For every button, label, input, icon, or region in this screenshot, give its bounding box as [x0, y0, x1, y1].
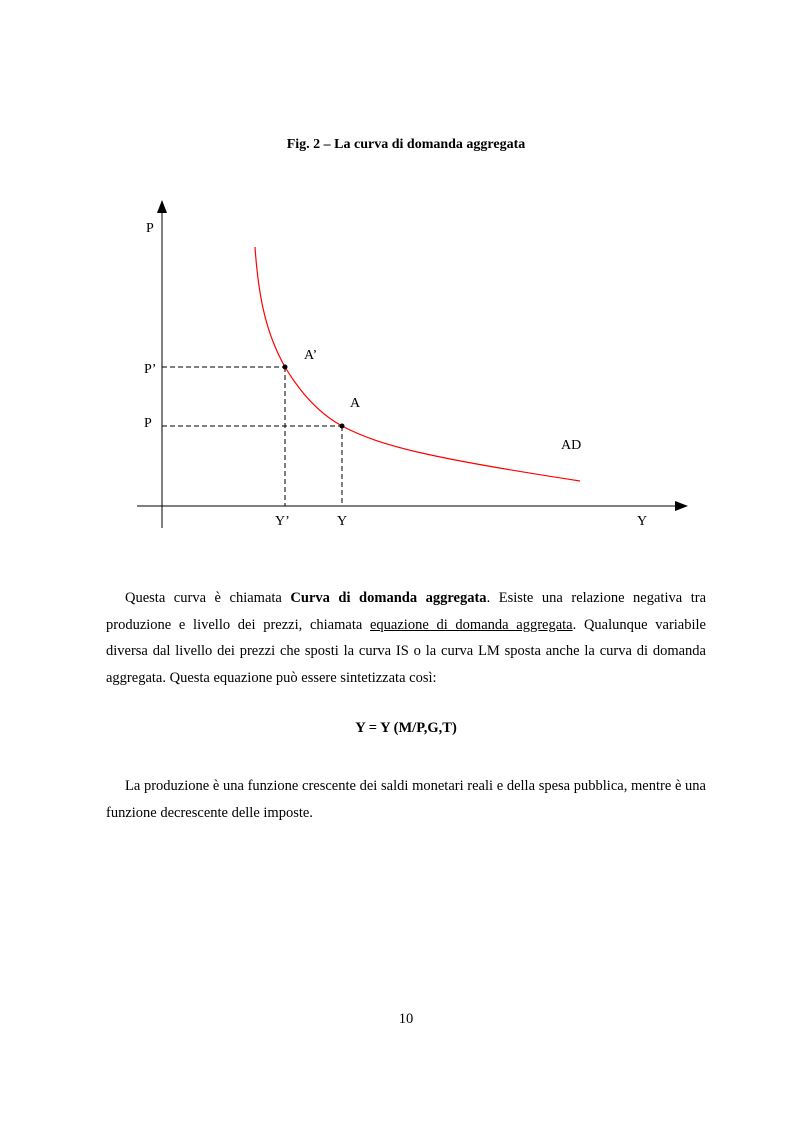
paragraph-1-intro: Questa curva è chiamata: [125, 590, 291, 606]
figure-title: Fig. 2 – La curva di domanda aggregata: [286, 137, 526, 152]
point-label-a: A: [350, 396, 361, 411]
x-axis-arrow: [675, 501, 688, 511]
ad-curve: [255, 247, 580, 481]
x-tick-y: Y: [337, 514, 348, 529]
page-number: 10: [398, 1011, 414, 1027]
paragraph-2: La produzione è una funzione crescente dei saldi monetari reali e della spesa pubblica, mentre è una funzione decrescente delle imposte.: [106, 778, 706, 821]
aggregate-demand-chart: [0, 0, 793, 560]
x-axis-label: Y: [637, 514, 648, 529]
x-tick-y-prime: Y’: [275, 514, 290, 529]
y-axis-label: P: [146, 221, 154, 236]
y-tick-p-prime: P’: [144, 362, 157, 377]
equation: Y = Y (M/P,G,T): [355, 720, 457, 736]
curve-label-ad: AD: [561, 438, 582, 453]
paragraph-1-rest: . Qualunque variabile diversa dal livello dei prezzi che sposti la curva IS o la curva LM sposta anche la curva di domanda aggregata. Questa equazione può essere sintetizzata così:: [106, 616, 706, 686]
y-axis-arrow: [157, 200, 167, 213]
point-a-prime: [283, 365, 288, 370]
point-label-a-prime: A’: [304, 348, 318, 363]
y-tick-p: P: [144, 416, 152, 431]
point-a: [340, 424, 345, 429]
term-aggregate-demand-curve: Curva di domanda aggregata: [290, 590, 487, 606]
term-aggregate-demand-equation: equazione di domanda aggregata: [369, 616, 573, 633]
paragraph-1: [106, 585, 706, 691]
paragraph-1-mid: . Esiste una relazione negativa tra produzione e livello dei prezzi, chiamata: [106, 590, 707, 633]
